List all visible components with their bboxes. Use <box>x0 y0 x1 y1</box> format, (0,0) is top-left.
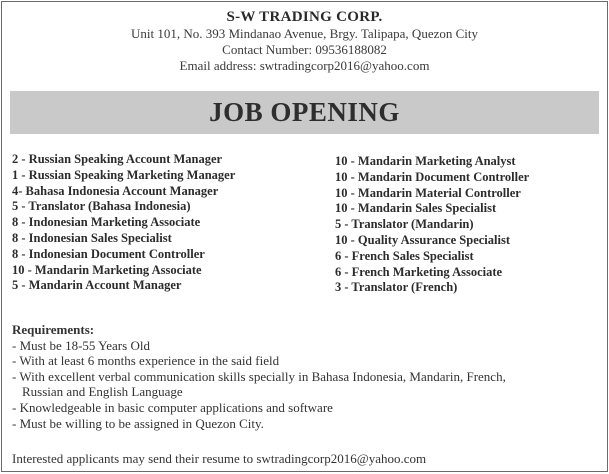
job-posting-page <box>1 1 608 472</box>
requirement-item: - Must be 18-55 Years Old <box>12 337 150 353</box>
requirement-item: - With excellent verbal communication skills specially in Bahasa Indonesia, Mandarin, French, <box>12 368 506 384</box>
company-address: Unit 101, No. 393 Mindanao Avenue, Brgy. Talipapa, Quezon City <box>130 26 479 41</box>
job-item: 5 - Translator (Mandarin) <box>335 217 474 232</box>
requirement-item-continued: Russian and English Language <box>22 384 183 400</box>
job-item: 8 - Indonesian Document Controller <box>12 246 205 261</box>
job-item: 6 - French Marketing Associate <box>335 264 503 279</box>
job-item: 10 - Mandarin Sales Specialist <box>335 201 497 216</box>
banner-title: JOB OPENING <box>209 97 400 127</box>
job-item: 10 - Mandarin Material Controller <box>335 185 521 200</box>
job-item: 3 - Translator (French) <box>335 280 458 295</box>
application-instructions: Interested applicants may send their resume to swtradingcorp2016@yahoo.com <box>12 451 427 466</box>
requirements-section <box>12 322 506 431</box>
job-item: 6 - French Sales Specialist <box>335 248 474 263</box>
job-item: 2 - Russian Speaking Account Manager <box>12 152 223 166</box>
job-item: 10 - Mandarin Marketing Analyst <box>335 154 516 168</box>
job-item: 5 - Translator (Bahasa Indonesia) <box>12 199 191 214</box>
contact-number: Contact Number: 09536188082 <box>222 42 387 57</box>
job-item: 10 - Quality Assurance Specialist <box>335 232 511 247</box>
requirement-item: - Must be willing to be assigned in Quezon City. <box>12 415 264 431</box>
job-item: 1 - Russian Speaking Marketing Manager <box>12 167 236 182</box>
job-item: 8 - Indonesian Marketing Associate <box>12 215 201 230</box>
requirements-title: Requirements: <box>12 322 95 337</box>
company-header <box>2 2 607 74</box>
requirement-item: - Knowledgeable in basic computer applications and software <box>12 399 333 415</box>
job-item: 10 - Mandarin Document Controller <box>335 169 530 184</box>
job-item: 5 - Mandarin Account Manager <box>12 278 182 293</box>
job-list-left <box>12 152 235 294</box>
job-item: 8 - Indonesian Sales Specialist <box>12 230 172 245</box>
job-item: 4- Bahasa Indonesia Account Manager <box>12 183 219 198</box>
requirement-item: - With at least 6 months experience in the said field <box>12 353 280 369</box>
email-address: Email address: swtradingcorp2016@yahoo.com <box>179 58 430 73</box>
job-item: 10 - Mandarin Marketing Associate <box>12 262 202 277</box>
company-name: S-W TRADING CORP. <box>226 9 383 25</box>
job-opening-banner <box>10 91 599 134</box>
job-list-right <box>335 154 529 296</box>
